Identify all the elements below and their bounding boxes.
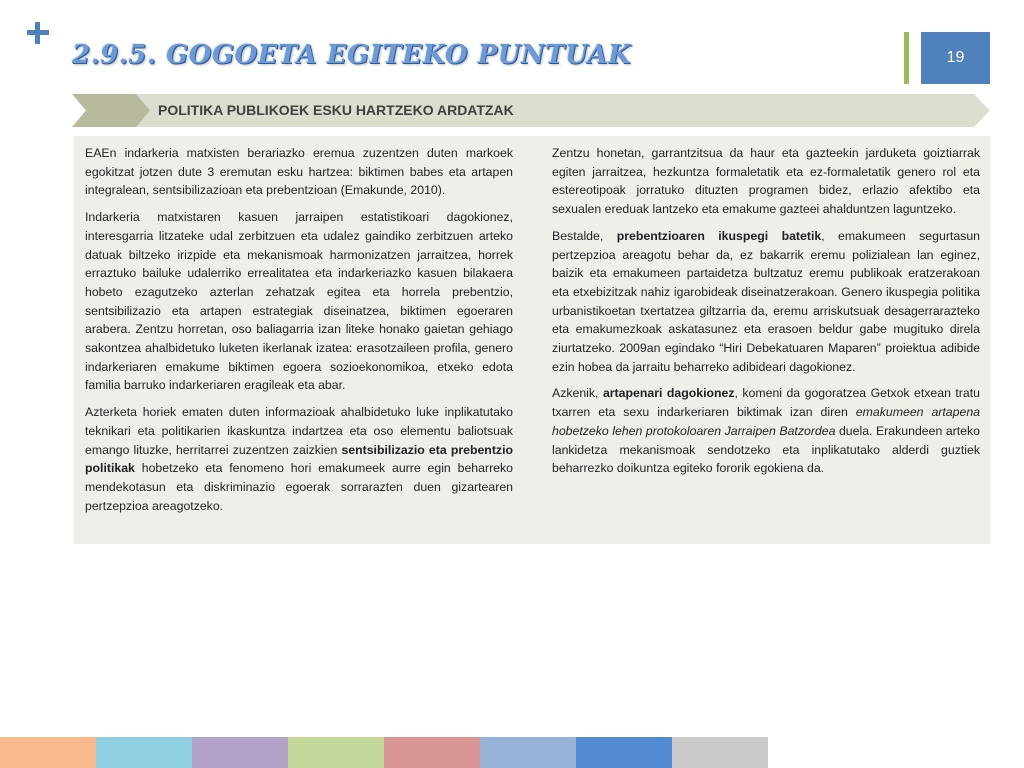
plus-icon-vertical [35,22,40,44]
text-run: , komeni da gogoratzea Getxok etxean tratu txarren eta sexu indarkeriaren biktimak izan diren [552,386,980,420]
footer-color-block [384,737,480,768]
left-paragraph-2: Indarkeria matxistaren kasuen jarraipen estatistikoari dagokionez, interesgarria litzateke udal zerbitzuen eta udalez gaindiko zerbitzuen arteko datuak biltzeko irizpide eta mekanismoak harmonizatzen jarraitzea, horrek erraztuko bailuke udalerriko errealitatea eta indarkeriazko kasuen bilakaera hobeto ezagutzeko azterlan zehatzak egitea eta horrela prebentzio, sentsibilizazio eta artapen estrategiak diseinatzea, biktimen egoeraren arabera. Zentzu horretan, oso baliagarria izan liteke honako gaietan gehiago sakontzea ahalbidetuko luketen ikerlanak izatea: erasotzaileen profila, genero indarkeriaren emakume biktimen egoera sozioekonomikoa, etxeko edota familia barruko indarkeriaren eragileak eta abar. [85,210,513,393]
right-column [552,144,980,486]
text-run: duela. Erakundeen arteko lankidetza mekanismoak sendotzeko eta inplikatutako alderdi guztiek beharrezko doikuntza egiteko fororik egokiena da. [552,423,980,476]
bold-phrase: artapenari dagokionez [602,386,735,401]
page-title: 2.9.5. GOGOETA EGITEKO PUNTUAK [72,40,632,70]
text-run: , emakumeen segurtasun pertzepzioa areagotu behar da, ez bakarrik eremu polizialean lan eginez, baizik eta emakumeen partaidetza bultzatuz eremu publikoak eratzerakoan eta etxebizitzak nahiz igarobideak diseinatzerakoan. Genero ikuspegia politika urbanistikoetan txertatzea giltzarria da, eremu arriskutsuak desagerrarazteko eta emakumezkoak askatasunez eta erasoen beldur gabe mugituko direla ziurtatzeko. 2009an egindako “Hiri Debekatuaren Maparen” proiektua adibide ezin hobea da jarraitu beharreko adibideari dagokionez. [552,228,980,374]
accent-divider [904,32,909,84]
text-run: Azterketa horiek ematen duten informazioak ahalbidetuko luke inplikatutako teknikari eta politikarien ikaskuntza indartzea eta oso elementu baliotsuak emango lituzke, herritarrei zuzentzen zaizkien [85,405,513,457]
text-run: Azkenik, [552,386,603,401]
footer-color-strip [0,737,768,768]
footer-color-block [480,737,576,768]
right-paragraph-3 [552,384,980,478]
section-banner [72,94,990,127]
right-paragraph-2 [552,227,980,377]
left-paragraph-1: EAEn indarkeria matxisten berariazko eremua zuzentzen duten markoek egokitzat jotzen dute 3 eremutan esku hartzea: biktimen babes eta artapen integralean, sentsibilizazioan eta prebentzioan (Emakunde, 2010). [85,146,513,198]
page-number-badge: 19 [921,32,990,84]
section-title: POLITIKA PUBLIKOEK ESKU HARTZEKO ARDATZAK [158,102,514,118]
footer-color-block [288,737,384,768]
text-run: hobetzeko eta fenomeno hori emakumeek aurre egin beharreko mendekotasun eta diskriminazio egoerak sorrarazten duen gizartearen pertzepzioa areagotzeko. [85,461,513,513]
footer-color-block [576,737,672,768]
right-paragraph-1: Zentzu honetan, garrantzitsua da haur eta gazteekin jarduketa goiztiarrak egiten jarraitzea, hezkuntza formaletatik eta ez-formaletatik genero rol eta estereotipoak jorratuko dituzten programen bidez, erlazio afektibo eta sexualen ereduak lantzeko eta emakume gazteei ahalduntzen laguntzeko. [552,146,980,217]
footer-color-block [672,737,768,768]
bold-phrase: prebentzioaren ikuspegi batetik [616,228,822,243]
footer-color-block [192,737,288,768]
text-run: Bestalde, [552,228,617,243]
bold-phrase: sentsibilizazio eta prebentzio politikak [85,442,513,476]
plus-icon [27,22,49,44]
left-column [85,144,513,523]
footer-color-block [0,737,96,768]
italic-phrase: emakumeen artapena hobetzeko lehen protokoloaren Jarraipen Batzordea [552,405,980,438]
left-paragraph-3 [85,403,513,515]
footer-color-block [96,737,192,768]
content-panel [74,136,990,544]
